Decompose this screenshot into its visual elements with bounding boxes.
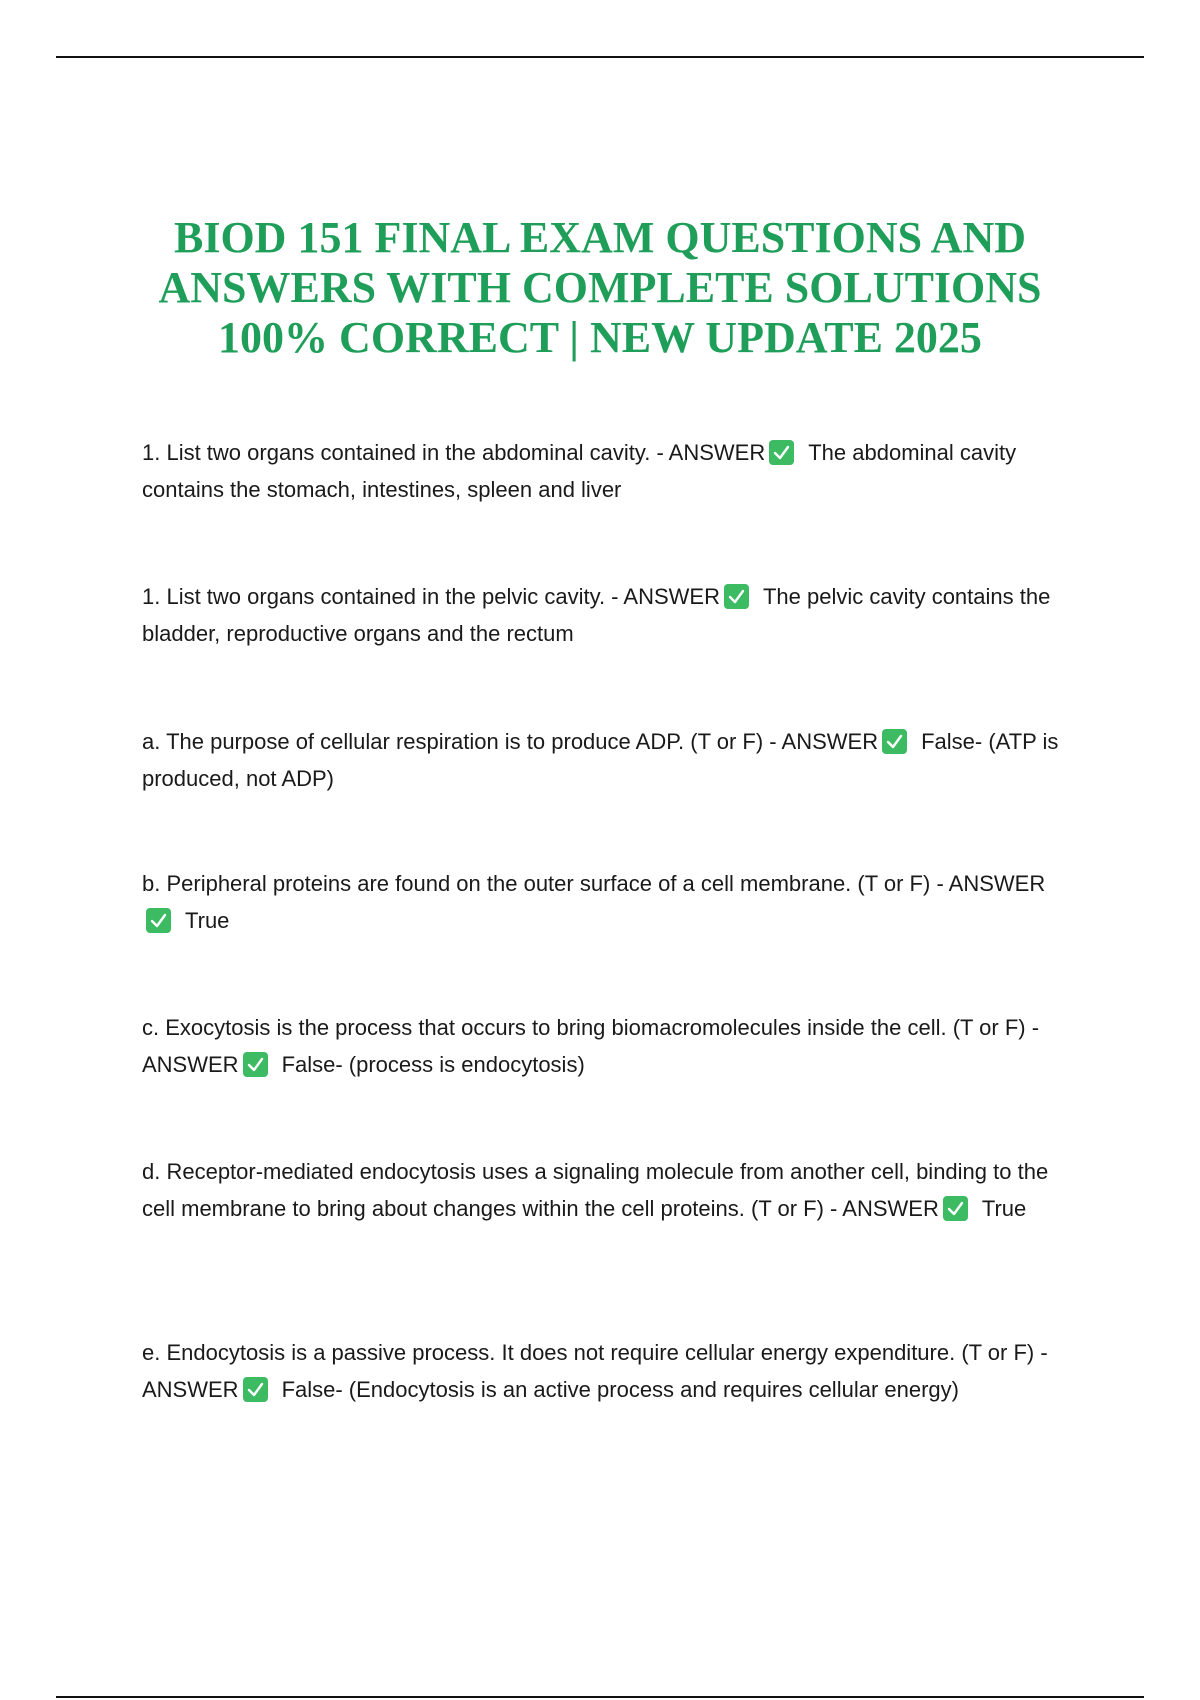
qa-item-2: [142, 578, 1072, 652]
answer-text: True: [185, 908, 230, 933]
answer-marker: ANSWER: [668, 440, 766, 465]
answer-text: The abdominal cavity contains the stomach, intestines, spleen and liver: [142, 440, 1017, 502]
qa-item-4: [142, 865, 1072, 939]
check-icon: [882, 729, 907, 754]
answer-marker: ANSWER: [142, 1052, 239, 1077]
question-text: a. The purpose of cellular respiration is to produce ADP. (T or F) -: [142, 729, 782, 754]
check-icon: [943, 1196, 968, 1221]
question-text: c. Exocytosis is the process that occurs to bring biomacromolecules inside the cell. (T or F) -: [142, 1015, 1040, 1040]
question-text: d. Receptor-mediated endocytosis uses a signaling molecule from another cell, binding to the cell membrane to bring about changes within the cell proteins. (T or F) -: [142, 1159, 1049, 1221]
top-rule: [56, 56, 1144, 58]
answer-marker: ANSWER: [142, 1377, 239, 1402]
qa-item-3: [142, 723, 1072, 797]
check-icon: [243, 1052, 268, 1077]
question-text: e. Endocytosis is a passive process. It does not require cellular energy expenditure. (T or F) -: [142, 1340, 1048, 1365]
qa-item-5: [142, 1009, 1072, 1083]
document-title: [100, 213, 1100, 363]
answer-marker: ANSWER: [623, 584, 720, 609]
answer-text: False- (process is endocytosis): [281, 1052, 585, 1077]
answer-marker: ANSWER: [781, 729, 879, 754]
question-text: 1. List two organs contained in the abdominal cavity. -: [142, 440, 669, 465]
qa-item-7: [142, 1334, 1072, 1408]
check-icon: [146, 908, 171, 933]
title-line-1: BIOD 151 FINAL EXAM QUESTIONS AND: [173, 213, 1027, 262]
check-icon: [243, 1377, 268, 1402]
question-text: 1. List two organs contained in the pelvic cavity. -: [142, 584, 624, 609]
question-text: b. Peripheral proteins are found on the outer surface of a cell membrane. (T or F) -: [142, 871, 949, 896]
check-icon: [769, 440, 794, 465]
title-line-2: ANSWERS WITH COMPLETE SOLUTIONS: [158, 263, 1042, 312]
answer-text: The pelvic cavity contains the bladder, reproductive organs and the rectum: [142, 584, 1051, 646]
bottom-rule: [56, 1696, 1144, 1698]
qa-item-6: [142, 1153, 1072, 1227]
answer-text: False- (Endocytosis is an active process and requires cellular energy): [281, 1377, 959, 1402]
qa-item-1: [142, 434, 1072, 508]
answer-text: True: [981, 1196, 1027, 1221]
answer-marker: ANSWER: [948, 871, 1046, 896]
check-icon: [724, 584, 749, 609]
answer-text: False- (ATP is produced, not ADP): [142, 729, 1059, 791]
answer-marker: ANSWER: [842, 1196, 939, 1221]
title-line-3: 100% CORRECT | NEW UPDATE 2025: [218, 313, 982, 362]
